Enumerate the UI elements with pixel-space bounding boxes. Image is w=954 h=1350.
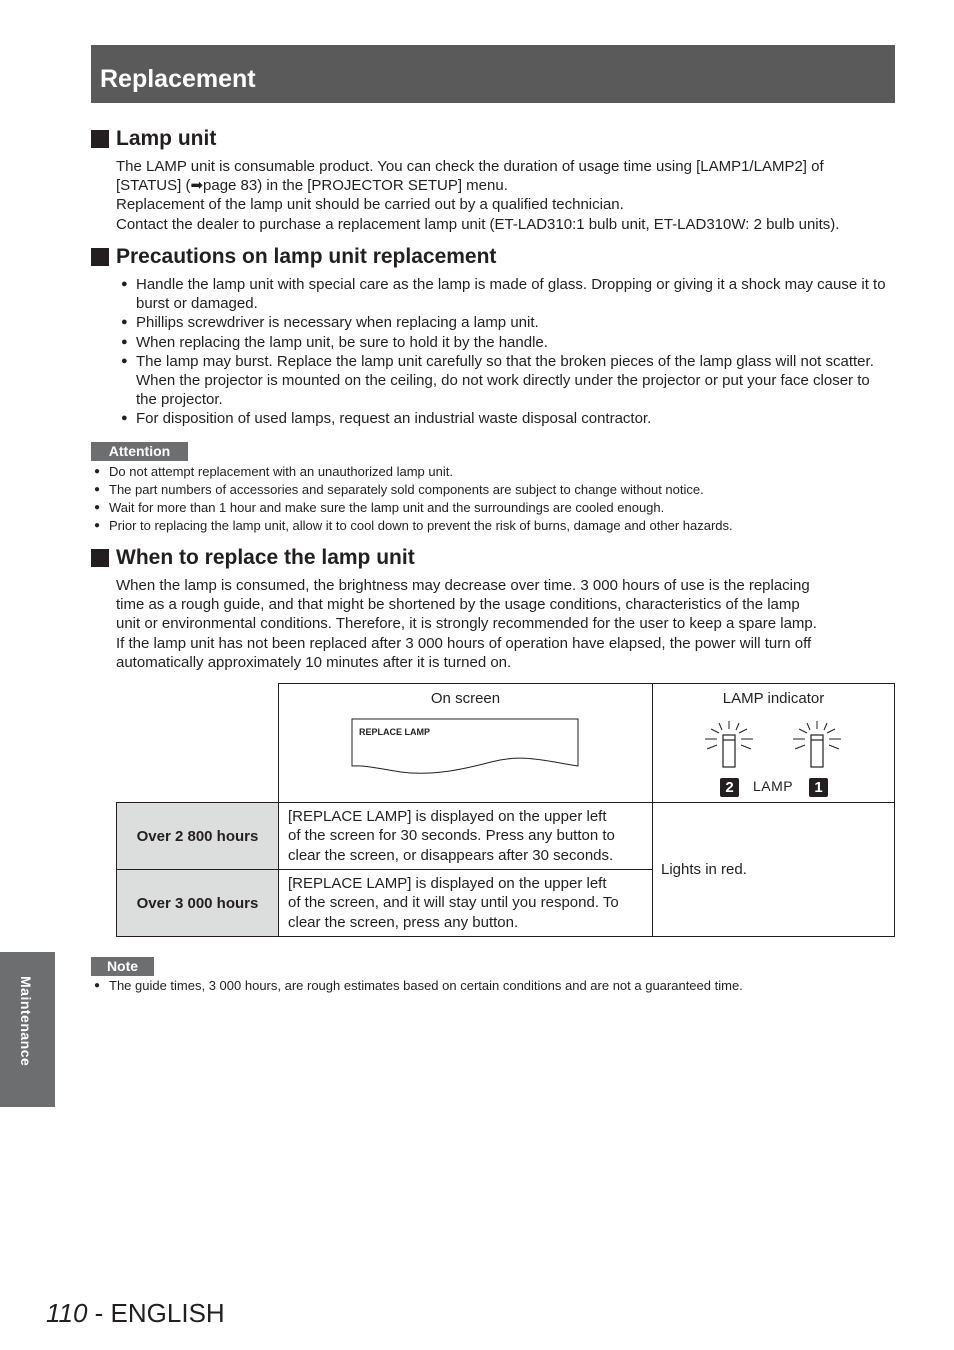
section-title-bar (91, 45, 895, 103)
row-description (279, 803, 653, 870)
lamp-replacement-table (116, 683, 895, 937)
lamp-unit-heading-text: Lamp unit (116, 127, 217, 150)
list-item: ● Prior to replacing the lamp unit, allow it to cool down to prevent the risk of burns, damage and other hazards. (94, 517, 894, 535)
table-corner (117, 684, 279, 803)
lamp-indicator-header: LAMP indicator (722, 690, 825, 707)
list-item: ● Do not attempt replacement with an unauthorized lamp unit. (94, 463, 894, 481)
lamp-unit-line: The LAMP unit is consumable product. You can check the duration of usage time using [LAMP1/LAMP2] of (116, 158, 824, 175)
lights-in-red-cell: Lights in red. (653, 803, 895, 937)
lamp-unit-line: Replacement of the lamp unit should be carried out by a qualified technician. (116, 196, 624, 214)
lamp-unit-heading (91, 127, 216, 151)
when-to-replace-heading (91, 546, 415, 570)
side-tab-label: Maintenance (18, 976, 34, 1067)
when-line: unit or environmental conditions. Therefore, it is strongly recommended for the user to keep a spare lamp. (116, 615, 817, 633)
lamp-unit-text (116, 157, 896, 234)
list-item: ● The guide times, 3 000 hours, are rough estimates based on certain conditions and are not a guaranteed time. (94, 977, 894, 995)
lamp-1-badge: 1 (809, 778, 828, 797)
lamp-label: LAMP (753, 778, 794, 794)
page-number: 110 (46, 1298, 88, 1328)
list-item: ● Phillips screwdriver is necessary when replacing a lamp unit. (121, 313, 886, 332)
description-line: [REPLACE LAMP] is displayed on the upper left (288, 808, 607, 826)
precautions-heading (91, 245, 496, 269)
lamp-indicator-header-cell (653, 684, 895, 803)
precautions-heading-text: Precautions on lamp unit replacement (116, 245, 497, 268)
list-item: ● For disposition of used lamps, request an industrial waste disposal contractor. (121, 409, 886, 428)
table-row (117, 803, 895, 870)
row-label: Over 3 000 hours (117, 870, 279, 937)
lamp-glow-icon (787, 719, 847, 771)
row-description (279, 870, 653, 937)
description-line: of the screen for 30 seconds. Press any button to (288, 827, 615, 845)
on-screen-header-cell (279, 684, 653, 803)
list-item: ● The part numbers of accessories and separately sold components are subject to change without notice. (94, 481, 894, 499)
heading-square-icon (91, 549, 109, 567)
lamp-glow-icon (699, 719, 759, 771)
description-line: clear the screen, press any button. (288, 913, 519, 931)
table-header-row (117, 684, 895, 803)
page-title: Replacement (100, 65, 256, 93)
row-label: Over 2 800 hours (117, 803, 279, 870)
list-item: ● Wait for more than 1 hour and make sure the lamp unit and the surroundings are cooled enough. (94, 499, 894, 517)
lamp-unit-line: [STATUS] (➡page 83) in the [PROJECTOR SETUP] menu. (116, 177, 508, 195)
list-item: ● Handle the lamp unit with special care as the lamp is made of glass. Dropping or giving it a shock may cause it to burst or damaged. (121, 275, 886, 313)
lamp-unit-line: Contact the dealer to purchase a replacement lamp unit (ET-LAD310:1 bulb unit, ET-LAD310W: 2 bulb units). (116, 215, 840, 233)
page-footer (46, 1298, 225, 1329)
lamp-2-badge: 2 (720, 778, 739, 797)
attention-label: Attention (91, 442, 188, 461)
attention-list (94, 463, 894, 535)
when-line: If the lamp unit has not been replaced after 3 000 hours of operation have elapsed, the power will turn off (116, 634, 812, 652)
osd-replace-lamp-text: REPLACE LAMP (359, 727, 431, 737)
description-line: clear the screen, or disappears after 30 seconds. (288, 846, 614, 864)
page-language: - ENGLISH (87, 1298, 225, 1328)
when-to-replace-text (116, 576, 896, 672)
description-line: [REPLACE LAMP] is displayed on the upper left (288, 875, 607, 893)
when-line: When the lamp is consumed, the brightness may decrease over time. 3 000 hours of use is the replacing (116, 577, 810, 594)
heading-square-icon (91, 130, 109, 148)
list-item: ● The lamp may burst. Replace the lamp unit carefully so that the broken pieces of the lamp glass will not scatter. When the projector is mounted on the ceiling, do not work directly under the projector or put your face closer to the projector. (121, 352, 886, 410)
on-screen-header: On screen (430, 690, 501, 707)
maintenance-side-tab (0, 952, 55, 1107)
when-line: time as a rough guide, and that might be shortened by the usage conditions, characteristics of the lamp (116, 596, 800, 614)
description-line: of the screen, and it will stay until you respond. To (288, 894, 619, 912)
when-to-replace-heading-text: When to replace the lamp unit (116, 546, 415, 569)
note-list (94, 977, 894, 995)
when-line: automatically approximately 10 minutes after it is turned on. (116, 653, 512, 671)
note-label: Note (91, 957, 154, 976)
heading-square-icon (91, 248, 109, 266)
list-item: ● When replacing the lamp unit, be sure to hold it by the handle. (121, 333, 886, 352)
precautions-list (121, 275, 886, 429)
